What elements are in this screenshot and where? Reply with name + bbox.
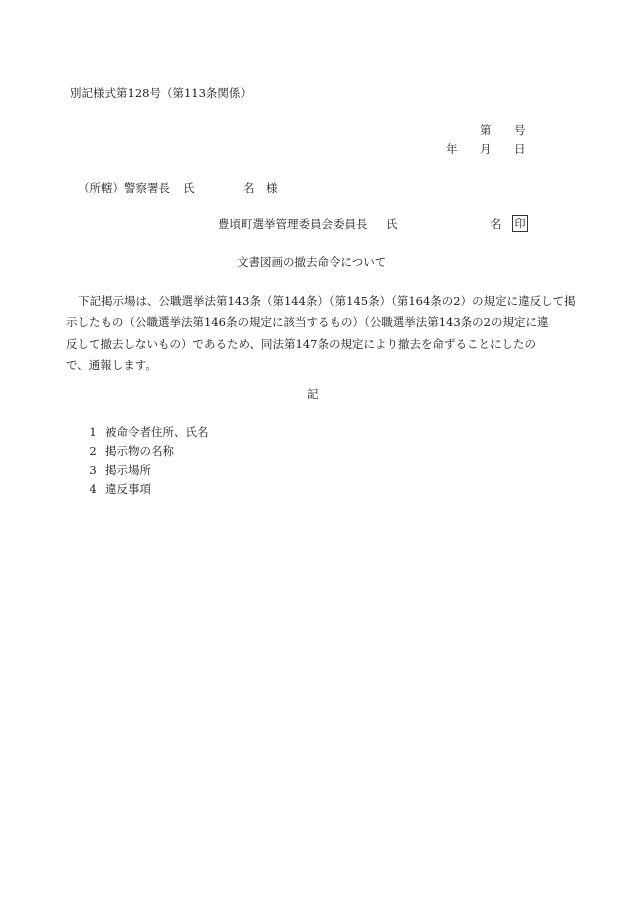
item-number: 1 [89, 425, 97, 439]
item-text: 掲示物の名称 [105, 444, 174, 458]
item-number: 3 [89, 463, 97, 477]
ki-heading: 記 [307, 387, 319, 401]
addressee-shi: 氏 [183, 181, 195, 195]
item-text: 違反事項 [105, 482, 151, 496]
form-label: 別記様式第128号（第113条関係） [70, 86, 252, 100]
item-number: 4 [89, 482, 97, 496]
sender-shi: 氏 [386, 217, 398, 231]
item-text: 被命令者住所、氏名 [105, 425, 209, 439]
date-month: 月 [480, 142, 492, 156]
body-line: で、通報します。 [66, 357, 157, 372]
body-paragraph [66, 291, 576, 376]
body-line: 下記掲示場は、公職選挙法第143条（第144条）（第145条）（第164条の2）の規定に違反して掲 [78, 294, 576, 308]
addressee-mei: 名 [243, 181, 255, 195]
number-gou: 号 [514, 123, 526, 137]
date-day: 日 [514, 142, 526, 156]
item-text: 掲示場所 [105, 463, 151, 477]
sender-mei: 名 [490, 217, 502, 231]
body-line: 示したもの（公職選挙法第146条の規定に該当するもの）（公職選挙法第143条の2の規定に違 [66, 315, 549, 330]
item-number: 2 [89, 444, 97, 458]
document-subject: 文書図画の撤去命令について [237, 255, 387, 269]
sender-title: 豊頃町選挙管理委員会委員長 [218, 217, 368, 231]
addressee-prefix: （所轄）警察署長 [78, 181, 170, 195]
number-dai: 第 [480, 123, 492, 137]
seal-mark: 印 [512, 215, 528, 232]
body-line: 反して撤去しないもの）であるため、同法第147条の規定により撤去を命ずることにしたの [66, 336, 536, 351]
addressee-sama: 様 [266, 181, 278, 195]
date-year: 年 [446, 142, 458, 156]
